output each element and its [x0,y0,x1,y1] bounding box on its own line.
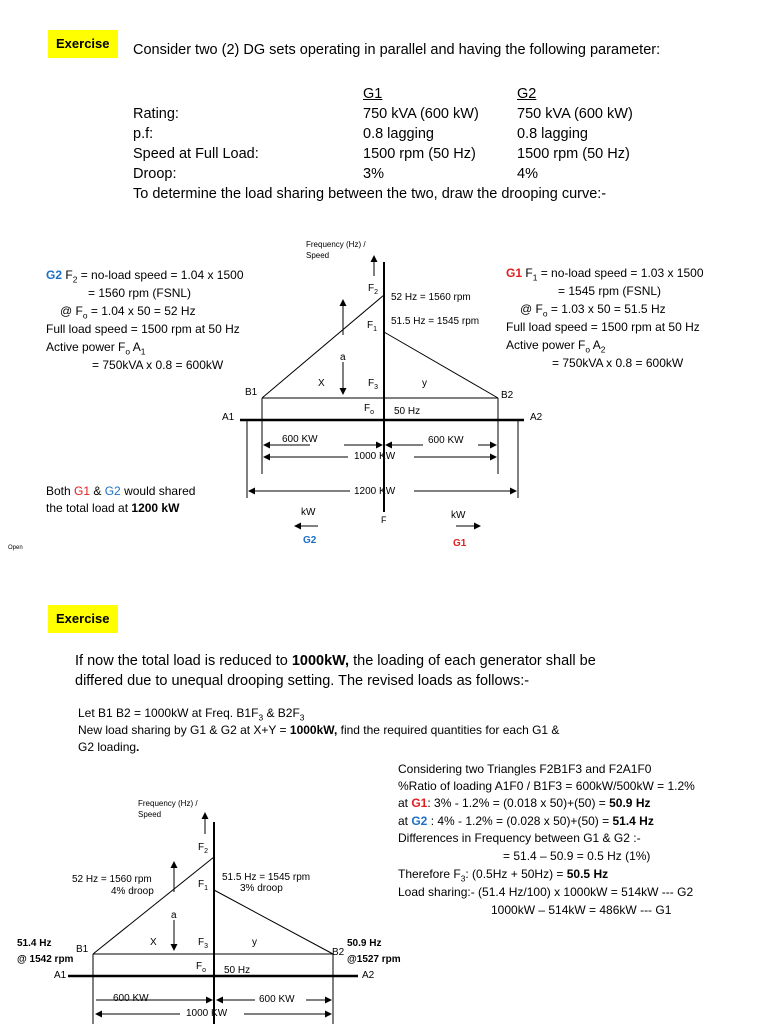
param-name: Speed at Full Load: [133,146,259,162]
label-y: y [422,378,427,389]
calc-line-3: at G1: 3% - 1.2% = (0.018 x 50)+(50) = 50.9 Hz [398,796,651,810]
label-52hz: 52 Hz = 1560 rpm [391,292,471,303]
label-4-droop: 4% droop [111,886,154,897]
note-sub: 1 [140,346,146,357]
calc-line-9: 1000kW – 514kW = 486kW --- G1 [491,903,672,917]
label-1200kw: 1200 KW [354,486,396,497]
label-a: a [340,352,346,363]
param-name: Rating: [133,106,179,122]
label-f1: $F_1$ [198,879,209,892]
calc-line-4: at G2 : 4% - 1.2% = (0.028 x 50)+(50) = 51.4 Hz [398,814,654,828]
note-text: = no-load speed = 1.03 x 1500 [537,266,704,280]
freq-axis-title: Frequency (Hz) / [306,240,366,249]
label-1527rpm: @1527 rpm [347,954,401,965]
note-text: = 1.04 x 50 = 52 Hz [87,304,196,318]
label-g1: G1 [453,538,467,549]
label-g2: G2 [303,535,317,546]
label-a2: A2 [362,970,375,981]
freq-axis-title: Speed [138,810,162,819]
label-a1: A1 [54,970,67,981]
calc-line-7: Therefore $F_3$: (0.5Hz + 50Hz) = 50.5 Hz [398,867,609,884]
note-sub: 1 [532,272,538,283]
intro-text: Consider two (2) DG sets operating in parallel and having the following parameter: [133,42,661,58]
param-name: Droop: [133,166,177,182]
label-50-9hz: 50.9 Hz [347,938,382,949]
label-f3: $F_3$ [368,378,379,391]
g2-note-line-4: Full load speed = 1500 rpm at 50 Hz [46,322,240,336]
g1-note-line-2: = 1545 rpm (FSNL) [558,284,662,298]
param-g1: 0.8 lagging [363,126,434,142]
note-text: = 1.03 x 50 = 51.5 Hz [547,302,666,316]
g1-tag: G1 [506,266,523,280]
both-line-1: Both G1 & G2 would shared [46,484,196,498]
note-text: F [522,266,533,280]
ex2-para-line-2: differed due to unequal drooping setting. The revised loads as follows:- [75,673,530,689]
label-f-bottom: F [381,515,387,525]
label-a1: A1 [222,412,235,423]
label-1000kw: 1000 KW [354,451,396,462]
label-600kw-right: 600 KW [259,994,295,1005]
task-text: To determine the load sharing between the two, draw the drooping curve:- [133,186,607,202]
label-50hz: 50 Hz [394,406,421,417]
label-a: a [171,910,177,921]
label-f2: $F_2$ [368,283,379,296]
note-sub: 2 [600,344,606,355]
calc-line-2: %Ratio of loading A1F0 / B1F3 = 600kW/500kW = 1.2% [398,779,695,793]
freq-axis-title: Frequency (Hz) / [138,799,198,808]
label-f1: $F_1$ [367,320,378,333]
label-a2: A2 [530,412,543,423]
note-sub: 2 [72,274,78,285]
both-line-2: the total load at 1200 kW [46,501,180,515]
label-600kw-left: 600 KW [113,993,149,1004]
freq-axis-title: Speed [306,251,330,260]
note-text: = no-load speed = 1.04 x 1500 [77,268,244,282]
label-b1: B1 [76,944,89,955]
calc-line-5: Differences in Frequency between G1 & G2 :- [398,831,641,845]
note-text: Active power F [506,338,586,352]
label-51-4hz: 51.4 Hz [17,938,52,949]
note-text: @ F [60,304,83,318]
label-600kw-right: 600 KW [428,435,464,446]
g1-note-line-6: = 750kVA x 0.8 = 600kW [552,356,684,370]
column-header-g2: G2 [517,86,537,102]
label-y: y [252,937,257,948]
ex2-para-line-1: If now the total load is reduced to 1000kW, the loading of each generator shall be [75,653,596,669]
label-x: X [318,378,325,389]
calc-line-6: = 51.4 – 50.9 = 0.5 Hz (1%) [503,849,651,863]
note-text: Active power F [46,340,126,354]
open-tag: Open [8,545,23,551]
param-g1: 750 kVA (600 kW) [363,106,479,122]
param-g2: 1500 rpm (50 Hz) [517,146,630,162]
param-g2: 0.8 lagging [517,126,588,142]
note-sub: o [585,344,591,355]
note-text: F [65,268,73,282]
note-sub: o [125,346,131,357]
label-1542rpm: @ 1542 rpm [17,954,74,965]
label-kw-right: kW [451,510,466,521]
label-b2: B2 [501,390,514,401]
label-1000kw: 1000 KW [186,1008,228,1019]
param-g2: 750 kVA (600 kW) [517,106,633,122]
exercise-label-2: Exercise [48,605,118,633]
calc-line-1: Considering two Triangles F2B1F3 and F2A1F0 [398,762,652,776]
param-g2: 4% [517,166,538,182]
label-51-5hz: 51.5 Hz = 1545 rpm [222,872,311,883]
g2-tag: G2 [46,268,63,282]
label-52hz: 52 Hz = 1560 rpm [72,874,152,885]
param-name: p.f: [133,126,154,142]
exercise-label-1: Exercise [48,30,118,58]
ex2-step-3: G2 loading. [78,740,140,754]
note-text: @ F [520,302,543,316]
note-sub: o [82,310,88,321]
label-kw-left: kW [301,507,316,518]
g1-note-line-4: Full load speed = 1500 rpm at 50 Hz [506,320,700,334]
note-text: A [590,338,601,352]
g2-note-line-2: = 1560 rpm (FSNL) [88,286,192,300]
label-fo: $F_o$ [364,403,375,416]
droop-line-g1 [214,890,333,954]
note-sub: o [542,308,548,319]
ex2-step-1: Let B1 B2 = 1000kW at Freq. $B1F_3$ & $B2F_3$ [78,706,305,723]
ex2-step-2: New load sharing by G1 & G2 at X+Y = 1000kW, find the required quantities for each G1 & [78,723,560,737]
param-g1: 3% [363,166,384,182]
label-51-5hz: 51.5 Hz = 1545 rpm [391,316,480,327]
label-f3: $F_3$ [198,937,209,950]
note-text: A [130,340,141,354]
label-600kw-left: 600 KW [282,434,318,445]
g2-note-line-6: = 750kVA x 0.8 = 600kW [92,358,224,372]
label-fo: $F_o$ [196,961,207,974]
label-b2: B2 [332,947,345,958]
label-b1: B1 [245,387,258,398]
label-50hz: 50 Hz [224,965,251,976]
label-x: X [150,937,157,948]
param-g1: 1500 rpm (50 Hz) [363,146,476,162]
column-header-g1: G1 [363,86,383,102]
label-f2: $F_2$ [198,842,209,855]
calc-line-8: Load sharing:- (51.4 Hz/100) x 1000kW = 514kW --- G2 [398,885,694,899]
label-3-droop: 3% droop [240,883,283,894]
